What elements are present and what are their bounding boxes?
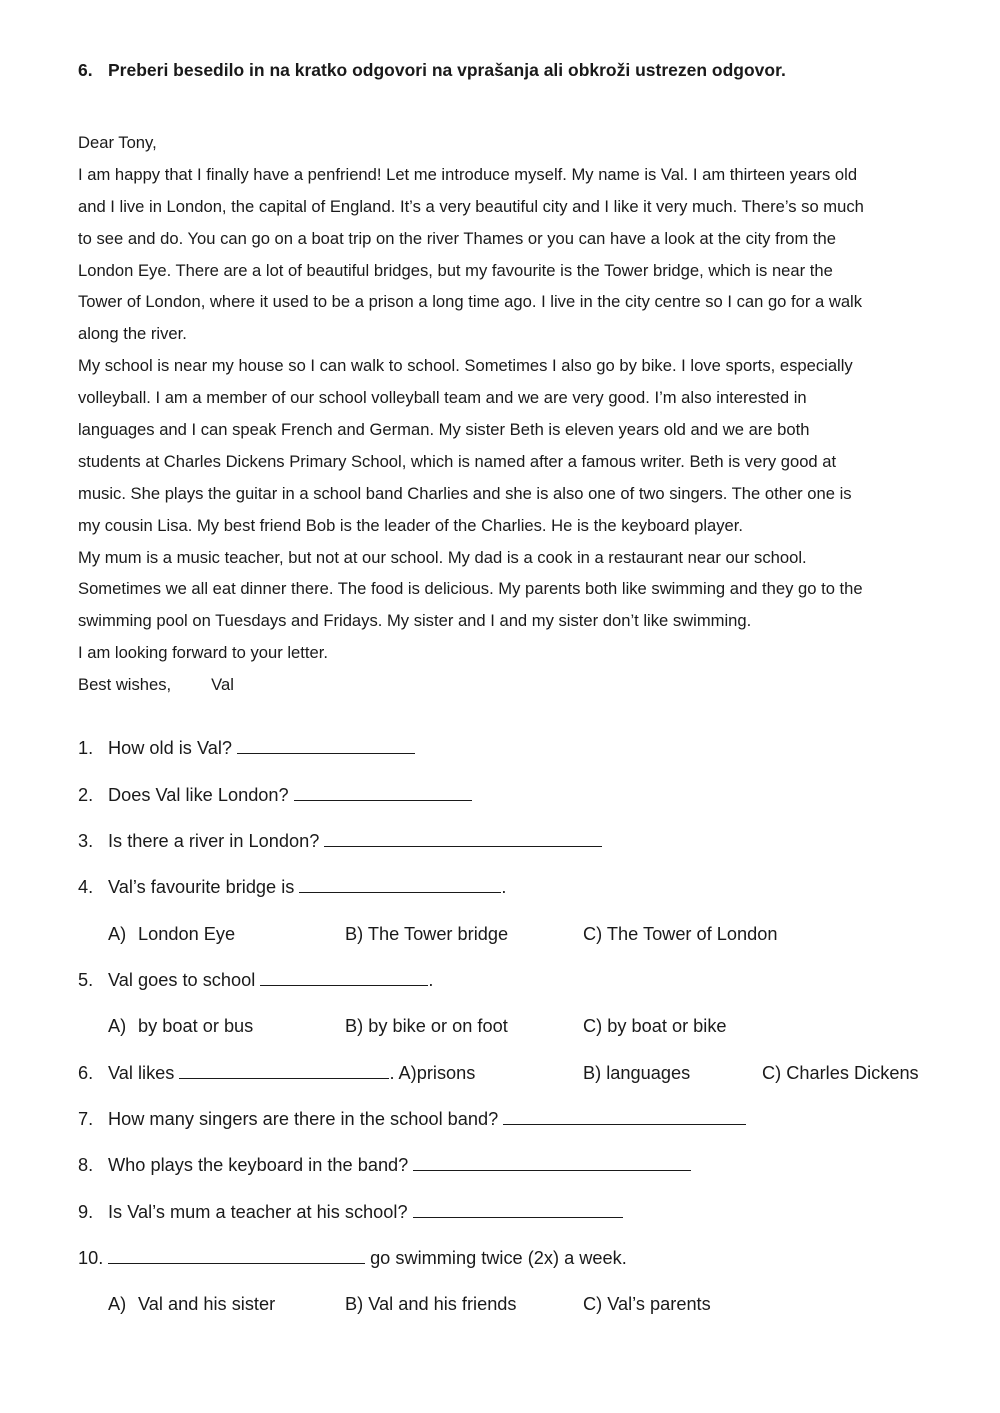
answer-blank[interactable] [413, 1152, 691, 1171]
question-text: Is Val’s mum a teacher at his school? [108, 1202, 408, 1222]
letter-line: my cousin Lisa. My best friend Bob is the leader of the Charlies. He is the keyboard player. [78, 515, 744, 535]
option-a[interactable] [108, 1013, 253, 1039]
task-number: 6. [78, 60, 93, 80]
question-9 [78, 1199, 623, 1225]
option-text: London Eye [138, 924, 236, 944]
question-text: Who plays the keyboard in the band? [108, 1155, 409, 1175]
question-number: 9. [78, 1202, 94, 1222]
question-6 [78, 1060, 475, 1086]
answer-blank[interactable] [299, 874, 501, 893]
question-number: 8. [78, 1155, 94, 1175]
question-number: 6. [78, 1063, 94, 1083]
letter-line: My school is near my house so I can walk to school. Sometimes I also go by bike. I love sports, especially [78, 356, 853, 376]
letter-text [78, 127, 968, 701]
question-5 [78, 967, 433, 993]
option-c[interactable]: C) Val’s parents [583, 1294, 711, 1314]
answer-blank[interactable] [108, 1245, 365, 1264]
option-b[interactable]: B) The Tower bridge [345, 924, 509, 944]
letter-line: My mum is a music teacher, but not at our school. My dad is a cook in a restaurant near our school. [78, 547, 807, 567]
question-number: 10. [78, 1248, 104, 1268]
letter-line: London Eye. There are a lot of beautiful bridges, but my favourite is the Tower bridge, which is near the [78, 260, 833, 280]
option-letter: A) [108, 1294, 127, 1314]
question-number: 5. [78, 970, 94, 990]
option-c[interactable]: C) by boat or bike [583, 1016, 727, 1036]
letter-line: I am looking forward to your letter. [78, 643, 328, 663]
letter-line: Sometimes we all eat dinner there. The food is delicious. My parents both like swimming and they go to the [78, 579, 863, 599]
letter-line: Tower of London, where it used to be a prison a long time ago. I live in the city centre so I can go for a walk [78, 292, 863, 312]
answer-blank[interactable] [294, 782, 472, 801]
option-b[interactable]: B) languages [583, 1063, 691, 1083]
answer-blank[interactable] [324, 828, 602, 847]
letter-line: along the river. [78, 324, 187, 344]
question-text: Val’s favourite bridge is [108, 877, 295, 897]
question-2 [78, 782, 472, 808]
answer-blank[interactable] [503, 1106, 746, 1125]
question-text: Val likes [108, 1063, 175, 1083]
answer-blank[interactable] [179, 1060, 389, 1079]
letter-line: to see and do. You can go on a boat trip on the river Thames or you can have a look at the city from the [78, 228, 836, 248]
option-text: Val and his sister [138, 1294, 276, 1314]
question-text: Val goes to school [108, 970, 256, 990]
option-c[interactable]: C) The Tower of London [583, 924, 778, 944]
question-1 [78, 735, 415, 761]
option-a[interactable]: . A)prisons [389, 1063, 476, 1083]
question-number: 2. [78, 785, 94, 805]
question-7 [78, 1106, 746, 1132]
letter-line: music. She plays the guitar in a school band Charlies and she is also one of two singers. The other one is [78, 483, 852, 503]
letter-closing-line [78, 669, 968, 701]
answer-blank[interactable] [413, 1199, 623, 1218]
question-text: How many singers are there in the school band? [108, 1109, 499, 1129]
letter-line: I am happy that I finally have a penfriend! Let me introduce myself. My name is Val. I am thirteen years old [78, 164, 858, 184]
letter-signature: Val [211, 675, 234, 695]
task-title [78, 60, 786, 81]
question-number: 7. [78, 1109, 94, 1129]
letter-line: students at Charles Dickens Primary School, which is named after a famous writer. Beth is very good at [78, 451, 837, 471]
question-4 [78, 874, 506, 900]
question-end: . [428, 970, 434, 990]
question-3 [78, 828, 602, 854]
question-number: 1. [78, 738, 94, 758]
question-text: How old is Val? [108, 738, 232, 758]
option-a[interactable] [108, 921, 235, 947]
option-letter: A) [108, 1016, 127, 1036]
question-10 [78, 1245, 627, 1271]
question-text: Is there a river in London? [108, 831, 320, 851]
option-text: by boat or bus [138, 1016, 254, 1036]
question-text: go swimming twice (2x) a week. [370, 1248, 627, 1268]
letter-line: and I live in London, the capital of England. It’s a very beautiful city and I like it very much. There’s so much [78, 196, 864, 216]
option-letter: A) [108, 924, 127, 944]
answer-blank[interactable] [260, 967, 428, 986]
option-b[interactable]: B) by bike or on foot [345, 1016, 508, 1036]
question-text: Does Val like London? [108, 785, 289, 805]
task-instruction: Preberi besedilo in na kratko odgovori na vprašanja ali obkroži ustrezen odgovor. [108, 60, 786, 80]
letter-closing: Best wishes, [78, 675, 172, 695]
option-c[interactable]: C) Charles Dickens [762, 1063, 919, 1083]
answer-blank[interactable] [237, 735, 415, 754]
letter-line: swimming pool on Tuesdays and Fridays. My sister and I and my sister don’t like swimming. [78, 611, 752, 631]
question-8 [78, 1152, 691, 1178]
letter-line: languages and I can speak French and German. My sister Beth is eleven years old and we are both [78, 420, 810, 440]
question-number: 3. [78, 831, 94, 851]
question-end: . [501, 877, 507, 897]
question-number: 4. [78, 877, 94, 897]
option-a[interactable] [108, 1291, 275, 1317]
letter-line: volleyball. I am a member of our school volleyball team and we are very good. I’m also interested in [78, 388, 807, 408]
option-b[interactable]: B) Val and his friends [345, 1294, 517, 1314]
letter-greeting: Dear Tony, [78, 133, 157, 152]
